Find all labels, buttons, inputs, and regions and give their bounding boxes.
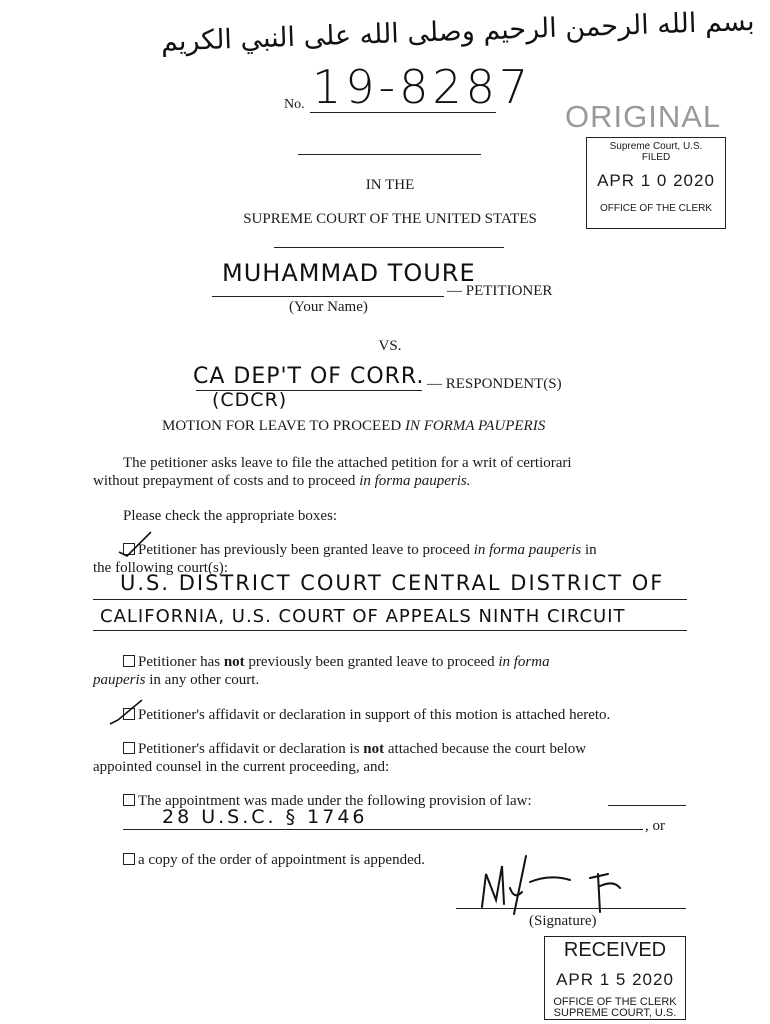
petitioner-rule xyxy=(212,296,444,297)
petitioner-label: — PETITIONER xyxy=(447,283,553,299)
signature-rule xyxy=(456,908,686,909)
option1-handwritten-line2: CALIFORNIA, U.S. COURT OF APPEALS NINTH CIRCUIT xyxy=(100,606,626,627)
your-name-hint: (Your Name) xyxy=(289,299,368,315)
option5: The appointment was made under the following provision of law: xyxy=(123,792,532,810)
respondent-label: — RESPONDENT(S) xyxy=(427,376,562,392)
option1: Petitioner has previously been granted leave to proceed in forma pauperis in the following court(s): xyxy=(93,541,687,577)
option5-handwritten: 28 U.S.C. § 1746 xyxy=(162,806,368,828)
option4-line2: appointed counsel in the current proceeding, and: xyxy=(93,759,390,775)
received-stamp-date: APR 1 5 2020 xyxy=(556,970,674,989)
respondent-name-line1: CA DEP'T OF CORR. xyxy=(193,364,425,389)
option1-rule1 xyxy=(93,599,687,600)
option5-or: , or xyxy=(645,818,665,834)
option5-rule xyxy=(123,829,643,830)
option2-checkbox[interactable] xyxy=(123,655,135,667)
option6: a copy of the order of appointment is appended. xyxy=(123,851,425,869)
case-number-label: No. xyxy=(284,97,305,112)
received-stamp-line2: SUPREME COURT, U.S. xyxy=(553,1007,677,1019)
respondent-name-line2: (CDCR) xyxy=(212,389,288,411)
in-the-heading: IN THE xyxy=(365,177,415,193)
option6-checkbox[interactable] xyxy=(123,853,135,865)
case-number: 19-8287 xyxy=(312,60,533,114)
option1-rule2 xyxy=(93,630,687,631)
check-instruction: Please check the appropriate boxes: xyxy=(123,508,338,524)
option3: Petitioner's affidavit or declaration in support of this motion is attached hereto. xyxy=(123,706,610,724)
filed-stamp-office: OFFICE OF THE CLERK xyxy=(599,203,713,214)
handwritten-signature xyxy=(470,852,670,922)
petitioner-name: MUHAMMAD TOURE xyxy=(222,259,476,287)
title-bottom-rule xyxy=(274,247,504,248)
filed-stamp-date: APR 1 0 2020 xyxy=(597,171,715,190)
option1-line2: the following court(s): xyxy=(93,560,228,576)
option2: Petitioner has not previously been granted leave to proceed in forma pauperis in any other court. xyxy=(93,654,550,688)
original-stamp: ORIGINAL xyxy=(565,99,722,134)
motion-title-italic: IN FORMA PAUPERIS xyxy=(404,418,546,434)
motion-title-plain: MOTION FOR LEAVE TO PROCEED xyxy=(162,418,405,434)
option3-check-mark xyxy=(106,696,146,728)
intro-paragraph xyxy=(93,454,687,490)
vs-label: VS. xyxy=(378,338,402,354)
filed-stamp-line1: Supreme Court, U.S. xyxy=(609,141,703,152)
intro-line2: without prepayment of costs and to proceed in forma pauperis. xyxy=(93,473,471,489)
received-stamp-line1: OFFICE OF THE CLERK xyxy=(553,996,677,1008)
option1-check-mark xyxy=(115,528,155,558)
arabic-basmala: بسم الله الرحمن الرحيم وصلى الله على النبي الكريم xyxy=(160,5,756,58)
court-heading: SUPREME COURT OF THE UNITED STATES xyxy=(243,211,537,227)
option1-handwritten-line1: U.S. DISTRICT COURT CENTRAL DISTRICT OF xyxy=(120,571,665,595)
signature-label: (Signature) xyxy=(529,913,597,929)
option5-checkbox[interactable] xyxy=(123,794,135,806)
intro-italic: in forma pauperis. xyxy=(359,473,471,489)
filed-stamp xyxy=(586,137,726,229)
option5-rule-end xyxy=(608,805,686,806)
motion-title xyxy=(162,418,545,435)
option4: Petitioner's affidavit or declaration is not attached because the court below appointed counsel in the current proceeding, and: xyxy=(93,740,687,776)
filed-stamp-line2: FILED xyxy=(641,152,671,163)
title-top-rule xyxy=(298,154,481,155)
intro-line1: The petitioner asks leave to file the attached petition for a writ of certiorari xyxy=(123,455,572,471)
option4-checkbox[interactable] xyxy=(123,742,135,754)
received-stamp-title: RECEIVED xyxy=(563,939,667,961)
received-stamp xyxy=(544,936,686,1020)
